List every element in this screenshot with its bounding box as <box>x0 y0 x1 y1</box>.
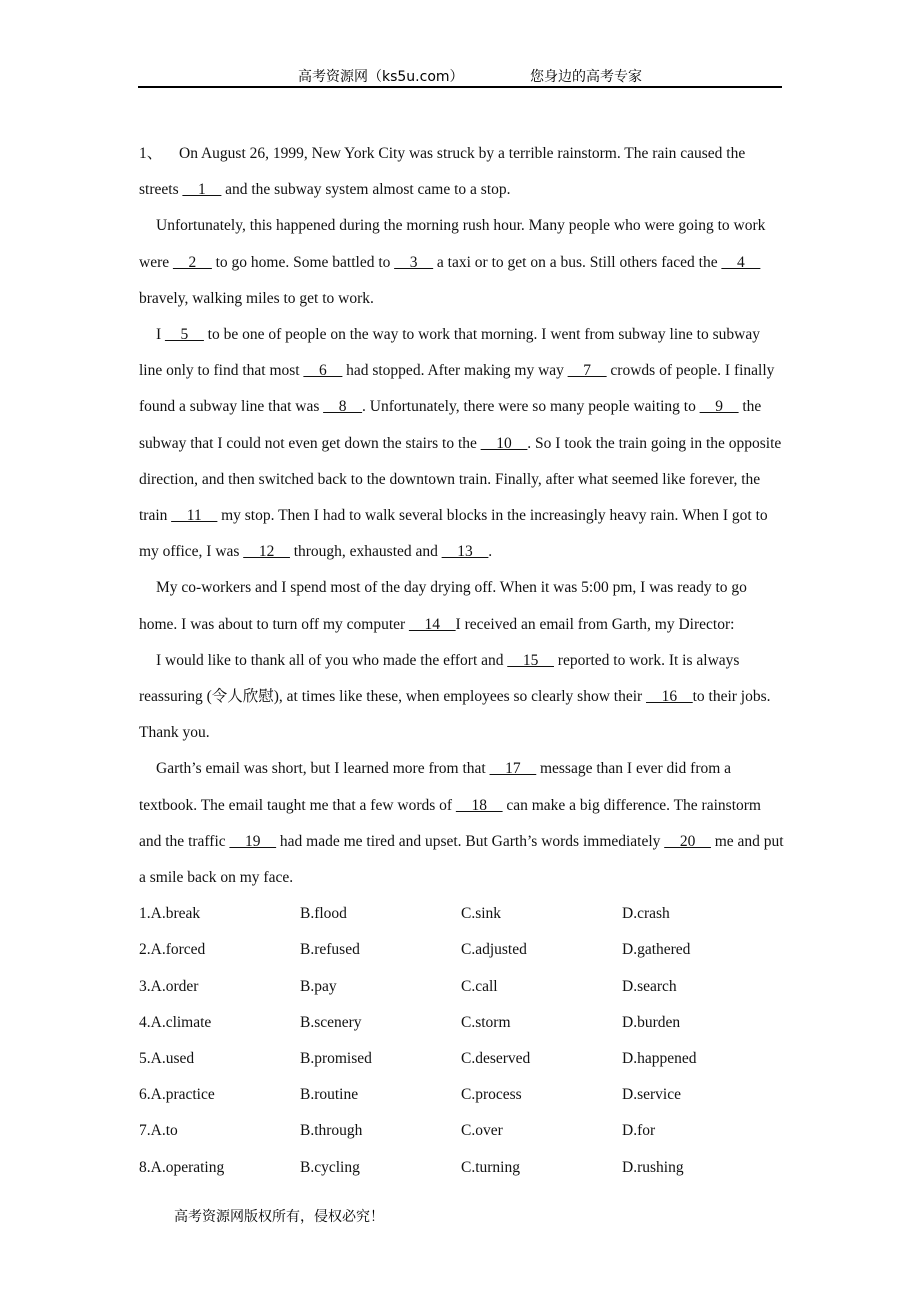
text: through, exhausted and <box>289 543 442 561</box>
page-header <box>138 64 782 88</box>
text: to be one of people on the way to work that morning. I went from subway line to subway line only to find that most <box>139 326 760 380</box>
option-b: B.refused <box>300 941 360 959</box>
paragraph-3 <box>139 317 784 570</box>
option-b: B.promised <box>300 1050 372 1068</box>
option-d: D.crash <box>622 905 670 923</box>
text: On August 26, 1999, New York City was struck by a terrible rainstorm. The rain caused the streets <box>139 145 746 199</box>
option-a: 3.A.order <box>139 977 199 995</box>
option-row <box>139 1005 784 1041</box>
options-list <box>139 896 784 1186</box>
text: and the subway system almost came to a stop. <box>221 181 511 199</box>
text: can make a big difference. The rainstorm and the traffic <box>139 796 761 850</box>
option-row <box>139 969 784 1005</box>
text: reported to work. It is always reassuring (令人欣慰), at times like these, when employees so clearly show their <box>139 651 740 706</box>
blank-2: __2__ <box>173 253 212 271</box>
option-d: D.happened <box>622 1050 697 1068</box>
option-row <box>139 1150 784 1186</box>
text: to go home. Some battled to <box>211 253 395 271</box>
blank-17: __17__ <box>489 760 537 778</box>
text: Garth’s email was short, but I learned more from that <box>156 760 490 778</box>
option-b: B.cycling <box>300 1158 360 1176</box>
option-row <box>139 1113 784 1149</box>
option-b: B.through <box>300 1122 363 1140</box>
text: had made me tired and upset. But Garth’s words immediately <box>276 832 665 850</box>
option-a: 2.A.forced <box>139 941 206 959</box>
option-c: C.sink <box>461 905 502 923</box>
text: had stopped. After making my way <box>342 362 568 380</box>
text: bravely, walking miles to get to work. <box>139 289 374 307</box>
blank-19: __19__ <box>229 832 277 850</box>
option-a: 5.A.used <box>139 1050 195 1068</box>
paragraph-1 <box>139 136 784 208</box>
page-footer: 高考资源网版权所有，侵权必究！ <box>174 1209 384 1225</box>
blank-8: __8__ <box>323 398 362 416</box>
blank-18: __18__ <box>455 796 503 814</box>
option-c: C.call <box>461 977 498 995</box>
text: I would like to thank all of you who made the effort and <box>156 651 508 669</box>
option-d: D.for <box>622 1122 656 1140</box>
blank-14: __14__ <box>409 615 456 633</box>
blank-5: __5__ <box>165 326 204 344</box>
option-c: C.turning <box>461 1158 520 1176</box>
option-b: B.flood <box>300 905 347 923</box>
option-c: C.adjusted <box>461 941 527 959</box>
text: I received an email from Garth, my Director: <box>455 615 735 633</box>
option-d: D.service <box>622 1086 681 1104</box>
option-c: C.deserved <box>461 1050 531 1068</box>
text: a taxi or to get on a bus. Still others faced the <box>433 253 722 271</box>
text: My co-workers and I spend most of the day drying off. When it was 5:00 pm, I was ready to go home. I was about to turn off my computer <box>139 579 747 633</box>
option-d: D.search <box>622 977 677 995</box>
text: me and put a smile back on my face. <box>139 832 784 887</box>
option-row <box>139 896 784 932</box>
paragraph-4 <box>139 570 784 642</box>
text: message than I ever did from a textbook. The email taught me that a few words of <box>139 760 732 814</box>
paragraph-5 <box>139 643 784 752</box>
blank-20: __20__ <box>664 832 711 850</box>
blank-11: __11__ <box>171 507 218 525</box>
blank-15: __15__ <box>507 651 554 669</box>
paragraph-2 <box>139 208 784 317</box>
cloze-passage <box>139 136 784 1186</box>
option-c: C.over <box>461 1122 503 1140</box>
option-b: B.pay <box>300 977 337 995</box>
option-c: C.process <box>461 1086 522 1104</box>
text: . <box>488 543 493 561</box>
option-d: D.gathered <box>622 941 691 959</box>
text: . Unfortunately, there were so many people waiting to <box>362 398 700 416</box>
blank-9: __9__ <box>699 398 739 416</box>
blank-16: __16__ <box>646 688 693 706</box>
option-row <box>139 1077 784 1113</box>
text: I <box>156 326 166 344</box>
option-b: B.routine <box>300 1086 359 1104</box>
question-number: 1、 <box>139 145 163 162</box>
text: Unfortunately, this happened during the morning rush hour. Many people who were going to work were <box>139 217 766 271</box>
text: my stop. Then I had to walk several blocks in the increasingly heavy rain. When I got to my office, I was <box>139 507 768 561</box>
blank-12: __12__ <box>243 543 290 561</box>
blank-4: __4__ <box>721 253 761 271</box>
paragraph-6 <box>139 751 784 896</box>
option-a: 4.A.climate <box>139 1013 212 1031</box>
option-d: D.burden <box>622 1013 681 1031</box>
text: . So I took the train going in the opposite direction, and then switched back to the downtown train. Finally, after what seemed like forever, the train <box>139 434 782 525</box>
option-row <box>139 1041 784 1077</box>
blank-10: __10__ <box>480 434 528 452</box>
option-a: 1.A.break <box>139 905 201 923</box>
blank-1: __1__ <box>182 181 222 199</box>
text: crowds of people. I finally found a subway line that was <box>139 362 775 416</box>
option-row <box>139 932 784 968</box>
blank-3: __3__ <box>394 253 434 271</box>
option-a: 7.A.to <box>139 1122 178 1140</box>
text: the subway that I could not even get down the stairs to the <box>139 398 762 452</box>
header-slogan: 您身边的高考专家 <box>530 69 642 85</box>
blank-7: __7__ <box>567 362 607 380</box>
option-a: 6.A.practice <box>139 1086 215 1104</box>
blank-6: __6__ <box>303 362 343 380</box>
blank-13: __13__ <box>441 543 489 561</box>
option-c: C.storm <box>461 1013 511 1031</box>
header-source: 高考资源网（ks5u.com） <box>298 69 464 85</box>
option-a: 8.A.operating <box>139 1158 225 1176</box>
option-b: B.scenery <box>300 1013 362 1031</box>
option-d: D.rushing <box>622 1158 684 1176</box>
text: to their jobs. Thank you. <box>139 688 771 742</box>
